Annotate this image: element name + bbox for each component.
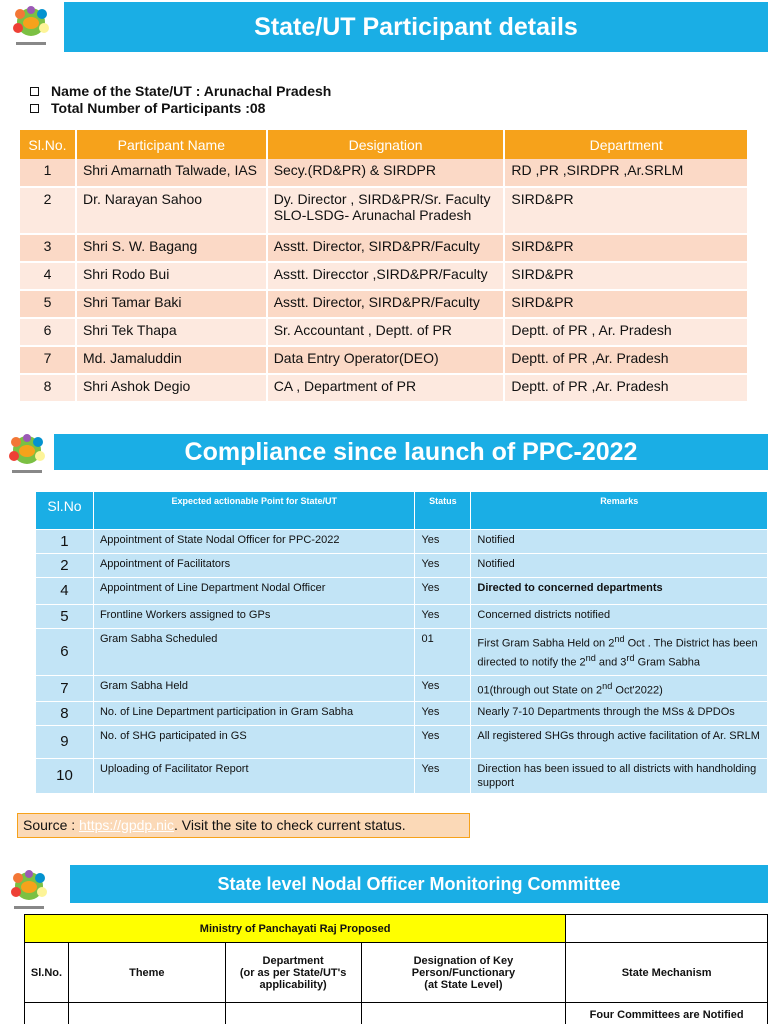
cell-remarks: Notified bbox=[471, 530, 768, 554]
cell-designation: Asstt. Director, SIRD&PR/Faculty bbox=[267, 234, 505, 262]
cell-sl: 1 bbox=[20, 159, 76, 187]
cell-department: SIRD&PR bbox=[504, 187, 748, 234]
table-row bbox=[36, 759, 768, 794]
cell-sl: 9 bbox=[36, 726, 94, 759]
cell-status: 01 bbox=[415, 629, 471, 676]
header-line: applicability) bbox=[259, 978, 327, 991]
remarks-text: Gram Sabha bbox=[634, 656, 700, 669]
cell-point: Uploading of Facilitator Report bbox=[93, 759, 415, 794]
table-row bbox=[20, 374, 748, 402]
cell-remarks: Direction has been issued to all districts with handholding support bbox=[471, 759, 768, 794]
table-row bbox=[20, 234, 748, 262]
column-header: Sl.No bbox=[36, 492, 94, 530]
checkbox-bullet-icon bbox=[30, 87, 39, 96]
cell-designation: Data Entry Operator(DEO) bbox=[267, 346, 505, 374]
table-row bbox=[36, 578, 768, 605]
cell-designation: Asstt. Direcctor ,SIRD&PR/Faculty bbox=[267, 262, 505, 290]
header-line: Person/Functionary bbox=[411, 966, 516, 979]
table-row bbox=[36, 676, 768, 702]
empty-cell bbox=[566, 915, 768, 943]
cell-name: Shri Ashok Degio bbox=[76, 374, 267, 402]
table-row bbox=[36, 530, 768, 554]
table-header-row bbox=[25, 943, 768, 1003]
table-row bbox=[36, 702, 768, 726]
cell-designation: CA , Department of PR bbox=[267, 374, 505, 402]
remarks-text: and 3 bbox=[595, 656, 627, 669]
cell-point: No. of Line Department participation in Gram Sabha bbox=[93, 702, 415, 726]
column-header bbox=[361, 943, 566, 1003]
cell-sl bbox=[25, 1003, 69, 1024]
remarks-text: Oct . The District has been directed to notify the 2 bbox=[477, 637, 758, 669]
cell-status: Yes bbox=[415, 554, 471, 578]
table-row bbox=[20, 159, 748, 187]
cell-theme bbox=[68, 1003, 225, 1024]
cell-remarks: All registered SHGs through active facilitation of Ar. SRLM bbox=[471, 726, 768, 759]
cell-status: Yes bbox=[415, 702, 471, 726]
designation-line: Dy. Director , SIRD&PR/Sr. Faculty bbox=[273, 191, 491, 207]
section-title-committee: State level Nodal Officer Monitoring Committee bbox=[70, 865, 768, 903]
cell-status: Yes bbox=[415, 676, 471, 702]
header-line: Designation of Key bbox=[413, 954, 514, 967]
remarks-sup: nd bbox=[585, 652, 596, 663]
cell-sl: 1 bbox=[36, 530, 94, 554]
section-title-compliance: Compliance since launch of PPC-2022 bbox=[54, 434, 768, 470]
remarks-text: First Gram Sabha Held on 2 bbox=[477, 637, 615, 650]
source-prefix: Source : bbox=[23, 817, 80, 833]
cell-status: Yes bbox=[415, 605, 471, 629]
cell-point: No. of SHG participated in GS bbox=[93, 726, 415, 759]
column-header: Remarks bbox=[471, 492, 768, 530]
cell-sl: 3 bbox=[20, 234, 76, 262]
cell-remarks bbox=[471, 676, 768, 702]
cell-sl: 6 bbox=[36, 629, 94, 676]
table-header-row bbox=[25, 915, 768, 943]
cell-sl: 6 bbox=[20, 318, 76, 346]
table-row bbox=[36, 629, 768, 676]
cell-name: Dr. Narayan Sahoo bbox=[76, 187, 267, 234]
table-row bbox=[20, 346, 748, 374]
remarks-text: Oct'2022) bbox=[612, 684, 663, 697]
column-header bbox=[225, 943, 361, 1003]
remarks-sup: nd bbox=[602, 681, 613, 691]
cell-department: SIRD&PR bbox=[504, 262, 748, 290]
source-note bbox=[17, 813, 470, 838]
table-row bbox=[25, 1003, 768, 1024]
cell-designation bbox=[267, 187, 505, 234]
participant-count-line: Total Number of Participants :08 bbox=[51, 100, 266, 116]
cell-remarks: Notified bbox=[471, 554, 768, 578]
table-header-row bbox=[20, 130, 748, 159]
header-line: Department bbox=[262, 954, 324, 967]
cell-sl: 7 bbox=[20, 346, 76, 374]
column-header: Designation bbox=[267, 130, 505, 159]
cell-designation bbox=[361, 1003, 566, 1024]
column-header: Expected actionable Point for State/UT bbox=[93, 492, 415, 530]
cell-point: Appointment of State Nodal Officer for PPC-2022 bbox=[93, 530, 415, 554]
ministry-logo-icon bbox=[6, 2, 56, 50]
column-header: Theme bbox=[68, 943, 225, 1003]
cell-point: Frontline Workers assigned to GPs bbox=[93, 605, 415, 629]
column-header: Status bbox=[415, 492, 471, 530]
cell-remarks: Nearly 7-10 Departments through the MSs & DPDOs bbox=[471, 702, 768, 726]
remarks-sup: nd bbox=[614, 634, 625, 644]
cell-sl: 2 bbox=[36, 554, 94, 578]
cell-sl: 10 bbox=[36, 759, 94, 794]
cell-point: Appointment of Facilitators bbox=[93, 554, 415, 578]
cell-name: Shri Rodo Bui bbox=[76, 262, 267, 290]
cell-sl: 7 bbox=[36, 676, 94, 702]
remarks-text: 01(through out State on 2 bbox=[477, 684, 603, 697]
header-line: (or as per State/UT's bbox=[239, 966, 347, 979]
column-header: State Mechanism bbox=[566, 943, 768, 1003]
cell-sl: 2 bbox=[20, 187, 76, 234]
cell-sl: 4 bbox=[20, 262, 76, 290]
table-row bbox=[36, 605, 768, 629]
participants-table bbox=[20, 130, 749, 403]
cell-sl: 5 bbox=[36, 605, 94, 629]
cell-remarks: Concerned districts notified bbox=[471, 605, 768, 629]
state-name-line: Name of the State/UT : Arunachal Pradesh bbox=[51, 83, 332, 99]
column-header: Sl.No. bbox=[25, 943, 69, 1003]
source-link[interactable]: https://gpdp.nic bbox=[79, 817, 174, 833]
header-line: (at State Level) bbox=[424, 978, 503, 991]
ministry-header: Ministry of Panchayati Raj Proposed bbox=[25, 915, 566, 943]
cell-name: Shri Tamar Baki bbox=[76, 290, 267, 318]
compliance-table bbox=[35, 491, 768, 794]
cell-mechanism: Four Committees are Notified bbox=[566, 1003, 768, 1024]
table-row bbox=[20, 290, 748, 318]
cell-status: Yes bbox=[415, 578, 471, 605]
table-header-row bbox=[36, 492, 768, 530]
table-row bbox=[36, 554, 768, 578]
cell-name: Md. Jamaluddin bbox=[76, 346, 267, 374]
cell-department: SIRD&PR bbox=[504, 234, 748, 262]
committee-table bbox=[24, 914, 768, 1024]
table-row bbox=[20, 318, 748, 346]
cell-department: Deptt. of PR , Ar. Pradesh bbox=[504, 318, 748, 346]
table-row bbox=[20, 262, 748, 290]
cell-name: Shri S. W. Bagang bbox=[76, 234, 267, 262]
cell-status: Yes bbox=[415, 530, 471, 554]
ministry-logo-icon bbox=[2, 430, 52, 478]
cell-status: Yes bbox=[415, 759, 471, 794]
designation-line: SLO-LSDG- Arunachal Pradesh bbox=[273, 207, 472, 223]
section-title-participants: State/UT Participant details bbox=[64, 2, 768, 52]
state-info bbox=[30, 83, 331, 117]
ministry-logo-icon bbox=[4, 866, 54, 914]
cell-department: SIRD&PR bbox=[504, 290, 748, 318]
cell-sl: 8 bbox=[20, 374, 76, 402]
cell-sl: 8 bbox=[36, 702, 94, 726]
cell-remarks bbox=[471, 629, 768, 676]
checkbox-bullet-icon bbox=[30, 104, 39, 113]
cell-sl: 4 bbox=[36, 578, 94, 605]
column-header: Sl.No. bbox=[20, 130, 76, 159]
column-header: Participant Name bbox=[76, 130, 267, 159]
cell-designation: Sr. Accountant , Deptt. of PR bbox=[267, 318, 505, 346]
column-header: Department bbox=[504, 130, 748, 159]
cell-status: Yes bbox=[415, 726, 471, 759]
cell-department bbox=[225, 1003, 361, 1024]
source-suffix: . Visit the site to check current status. bbox=[173, 817, 406, 833]
cell-department: RD ,PR ,SIRDPR ,Ar.SRLM bbox=[504, 159, 748, 187]
cell-name: Shri Amarnath Talwade, IAS bbox=[76, 159, 267, 187]
cell-department: Deptt. of PR ,Ar. Pradesh bbox=[504, 346, 748, 374]
cell-designation: Secy.(RD&PR) & SIRDPR bbox=[267, 159, 505, 187]
table-row bbox=[36, 726, 768, 759]
table-row bbox=[20, 187, 748, 234]
cell-designation: Asstt. Director, SIRD&PR/Faculty bbox=[267, 290, 505, 318]
cell-name: Shri Tek Thapa bbox=[76, 318, 267, 346]
cell-point: Gram Sabha Held bbox=[93, 676, 415, 702]
cell-point: Gram Sabha Scheduled bbox=[93, 629, 415, 676]
cell-sl: 5 bbox=[20, 290, 76, 318]
cell-department: Deptt. of PR ,Ar. Pradesh bbox=[504, 374, 748, 402]
cell-remarks: Directed to concerned departments bbox=[471, 578, 768, 605]
remarks-sup: rd bbox=[626, 652, 635, 663]
cell-point: Appointment of Line Department Nodal Officer bbox=[93, 578, 415, 605]
